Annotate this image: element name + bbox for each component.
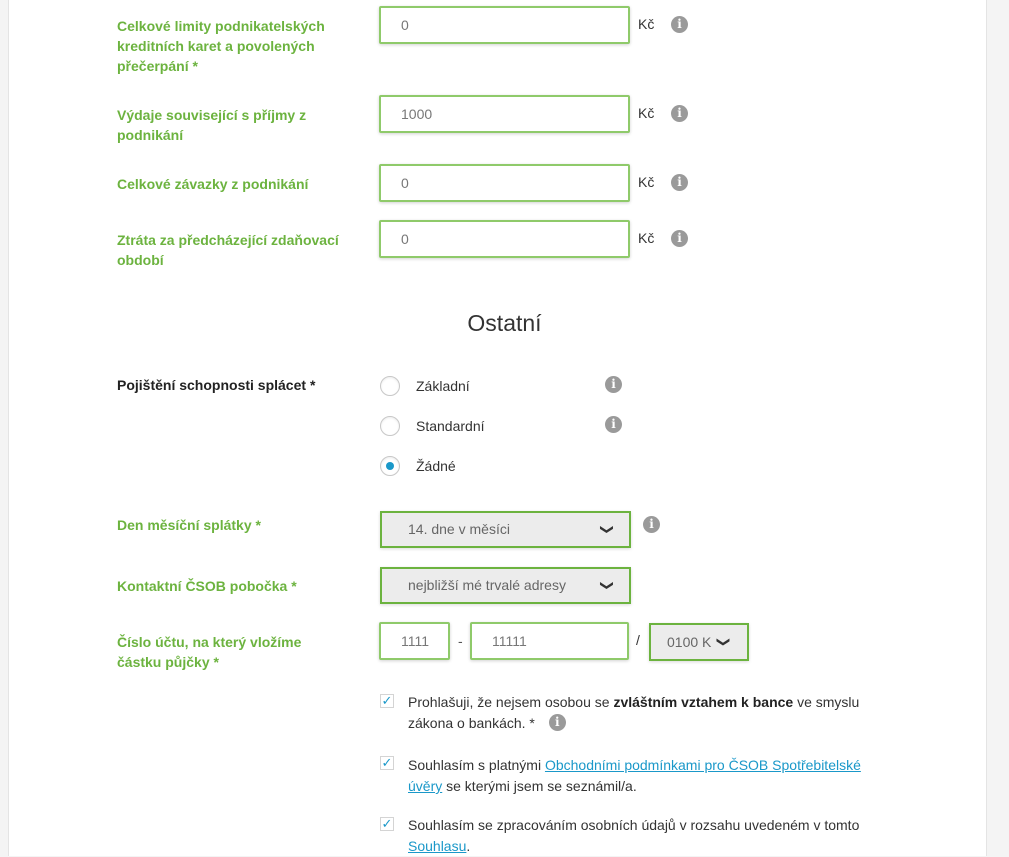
field-label-business-expenses: Výdaje související s příjmy z podnikání bbox=[117, 107, 307, 143]
info-icon[interactable]: i bbox=[643, 516, 660, 533]
account-slash: / bbox=[636, 632, 640, 648]
field-label-business-liabilities: Celkové závazky z podnikání bbox=[117, 176, 309, 192]
consent-text-bank-relation: Prohlašuji, že nejsem osobou se zvláštním vztahem k bance ve smyslu zákona o bankách. * i bbox=[408, 694, 860, 731]
insurance-option-label: Základní bbox=[416, 378, 470, 394]
currency-unit: Kč bbox=[638, 105, 655, 121]
payment-day-value: 14. dne v měsíci bbox=[408, 521, 510, 537]
account-number-input[interactable] bbox=[470, 622, 629, 660]
insurance-radio-basic[interactable] bbox=[380, 376, 400, 396]
field-label-card-limits: Celkové limity podnikatelských kreditních karet a povolených přečerpání * bbox=[117, 18, 325, 74]
consent-checkbox-terms[interactable]: ✓ bbox=[381, 755, 393, 770]
branch-select[interactable] bbox=[380, 567, 631, 604]
payment-day-label: Den měsíční splátky * bbox=[117, 517, 261, 533]
insurance-label: Pojištění schopnosti splácet * bbox=[117, 377, 316, 393]
bank-code-select[interactable] bbox=[649, 623, 749, 661]
account-dash: - bbox=[458, 633, 463, 649]
currency-unit: Kč bbox=[638, 16, 655, 32]
terms-link[interactable]: Obchodními podmínkami pro ČSOB Spotřebitelské úvěry bbox=[408, 757, 861, 794]
section-title: Ostatní bbox=[467, 310, 542, 336]
previous-loss-input[interactable] bbox=[379, 220, 630, 258]
insurance-radio-standard[interactable] bbox=[380, 416, 400, 436]
info-icon[interactable]: i bbox=[671, 16, 688, 33]
consent-checkbox-personal-data[interactable]: ✓ bbox=[381, 816, 393, 831]
info-icon[interactable]: i bbox=[671, 105, 688, 122]
insurance-radio-none[interactable] bbox=[380, 456, 400, 476]
consent-checkbox-bank-relation[interactable]: ✓ bbox=[381, 693, 393, 708]
account-prefix-input[interactable] bbox=[379, 622, 450, 660]
info-icon[interactable]: i bbox=[549, 714, 566, 731]
branch-value: nejbližší mé trvalé adresy bbox=[408, 577, 566, 593]
business-liabilities-input[interactable] bbox=[379, 164, 630, 202]
consent-text-personal-data: Souhlasím se zpracováním osobních údajů v rozsahu uvedeném v tomto Souhlasu. bbox=[408, 817, 860, 854]
info-icon[interactable]: i bbox=[605, 376, 622, 393]
field-label-previous-loss: Ztráta za předcházející zdaňovací období bbox=[117, 232, 339, 268]
info-icon[interactable]: i bbox=[671, 174, 688, 191]
radio-selected-dot bbox=[386, 462, 394, 470]
business-expenses-input[interactable] bbox=[379, 95, 630, 133]
chevron-down-icon: ❯ bbox=[600, 524, 616, 535]
chevron-down-icon: ❯ bbox=[600, 580, 616, 591]
payment-day-select[interactable] bbox=[380, 511, 631, 548]
account-label: Číslo účtu, na který vložíme částku půjčky * bbox=[117, 634, 302, 670]
branch-label: Kontaktní ČSOB pobočka * bbox=[117, 578, 297, 594]
consent-text-terms: Souhlasím s platnými Obchodními podmínkami pro ČSOB Spotřebitelské úvěry se kterými jsem se seznámil/a. bbox=[408, 757, 861, 794]
info-icon[interactable]: i bbox=[605, 416, 622, 433]
info-icon[interactable]: i bbox=[671, 230, 688, 247]
currency-unit: Kč bbox=[638, 174, 655, 190]
chevron-down-icon: ❯ bbox=[716, 636, 732, 648]
insurance-option-label: Standardní bbox=[416, 418, 485, 434]
consent-link[interactable]: Souhlasu bbox=[408, 838, 467, 854]
bank-code-value: 0100 K bbox=[667, 634, 712, 650]
currency-unit: Kč bbox=[638, 230, 655, 246]
insurance-option-label: Žádné bbox=[416, 458, 456, 474]
card-limits-input[interactable] bbox=[379, 6, 630, 44]
